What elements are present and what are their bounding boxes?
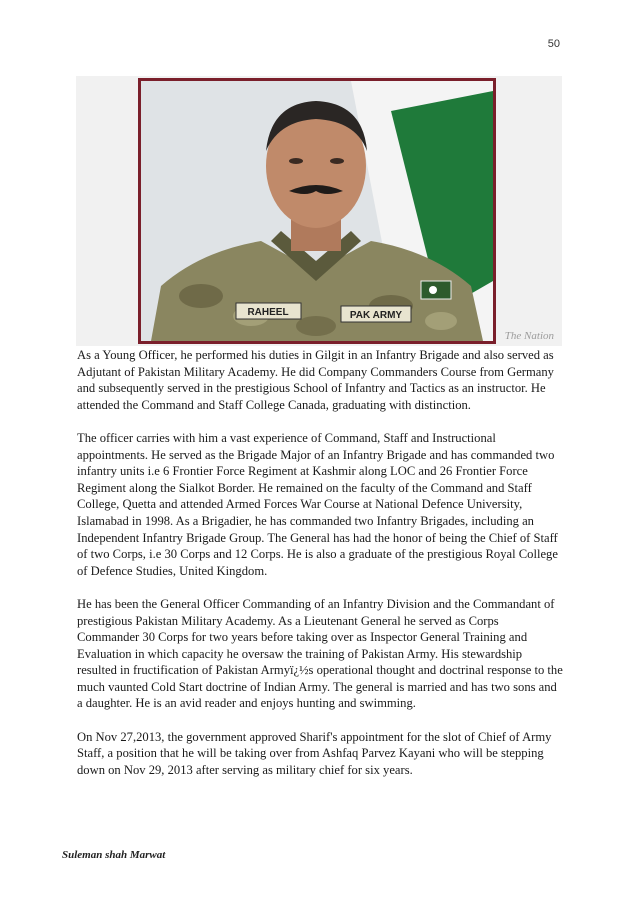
portrait-photo	[76, 76, 562, 346]
paragraph-2: The officer carries with him a vast experience of Command, Staff and Instructional appointments. He served as the Brigade Major of an Infantry Brigade and has commanded two infantry units i.e 6 Frontier Force Regiment at Kashmir along LOC and 26 Frontier Force Regiment along the Sialkot Border. He remained on the faculty of the Command and Staff College, Quetta and attended Armed Forces War Course at National Defence University, Islamabad in 1998. As a Brigadier, he has commanded two Infantry Brigades, including an Independent Infantry Brigade Group. The General has had the honor of being the Chief of Staff of two Corps, i.e 30 Corps and 12 Corps. He is also a graduate of the prestigious Royal College of Defence Studies, United Kingdom.	[77, 430, 558, 578]
unit-tag-text: PAK ARMY	[349, 310, 403, 321]
paragraph-3: He has been the General Officer Commanding of an Infantry Division and the Commandant of prestigious Pakistan Military Academy. As a Lieutenant General he served as Corps Commander 30 Corps for two years before taking over as Inspector General Training and Evaluation in which capacity he oversaw the training of Pakistan Army. His stewardship resulted in fructification of Pakistan Armyï¿½s operational thought and doctrinal response to the much vaunted Cold Start doctrine of Indian Army. The general is married and has two sons and a daughter. He is an avid reader and enjoys hunting and swimming.	[77, 596, 563, 711]
photo-watermark: The Nation	[504, 330, 554, 342]
portrait-illustration	[141, 81, 493, 341]
name-tag-text: RAHEEL	[247, 307, 289, 318]
article-body	[77, 347, 563, 795]
paragraph-4: On Nov 27,2013, the government approved Sharif's appointment for the slot of Chief of Army Staff, a position that he will be taking over from Ashfaq Parvez Kayani who will be stepping down on Nov 29, 2013 after serving as military chief for six years.	[77, 729, 552, 777]
portrait-frame	[138, 78, 496, 344]
author-footer: Suleman shah Marwat	[62, 849, 166, 861]
page-number: 50	[547, 38, 560, 50]
paragraph-1: As a Young Officer, he performed his duties in Gilgit in an Infantry Brigade and also served as Adjutant of Pakistan Military Academy. He did Company Commanders Course from Germany and subsequently served in the prestigious School of Infantry and Tactics as an instructor. He attended the Command and Staff College Canada, graduating with distinction.	[77, 348, 554, 412]
